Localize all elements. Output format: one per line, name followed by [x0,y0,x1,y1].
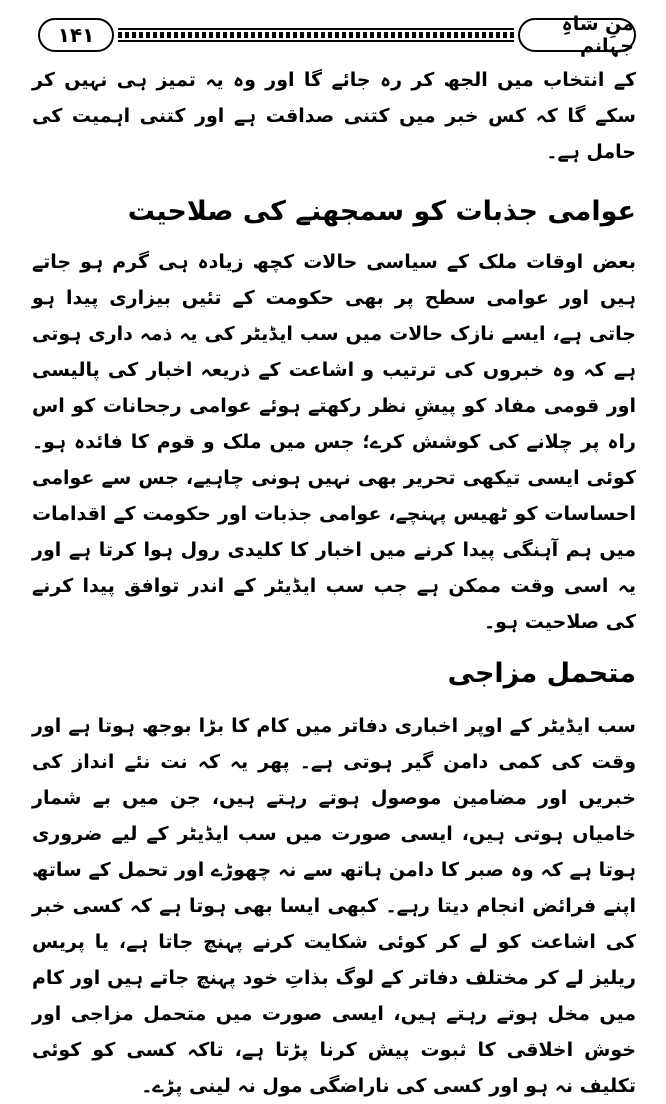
rule-line-top [118,28,514,30]
paragraph-patience: سب ایڈیٹر کے اوپر اخباری دفاتر میں کام کا بڑا بوجھ ہوتا ہے اور وقت کی کمی دامن گیر ہوتی ہے۔ پھر یہ کہ نت نئے انداز کی خبریں اور مضامین موصول ہوتے رہتے ہیں، جن میں بے شمار خامیاں ہوتی ہیں، ایسی صورت میں سب ایڈیٹر کے لیے ضروری ہوتا ہے کہ وہ صبر کا دامن ہاتھ سے نہ چھوڑے اور تحمل کے ساتھ اپنے فرائض انجام دیتا رہے۔ کبھی ایسا بھی ہوتا ہے کہ کسی خبر کی اشاعت کو لے کر کوئی شکایت کرنے پہنچ جاتا ہے، یا پریس ریلیز لے کر مختلف دفاتر کے لوگ بذاتِ خود پہنچ جاتے ہیں اور کام میں مخل ہوتے رہتے ہیں، ایسی صورت میں متحمل مزاجی اور خوش اخلاقی کا ثبوت پیش کرنا پڑتا ہے، تاکہ کسی کو کوئی تکلیف نہ ہو اور کسی کی ناراضگی مول نہ لینی پڑے۔ [32,715,636,1097]
header-ornament-rule [118,28,514,42]
rule-dots [118,32,514,38]
page-number: ۱۴۱ [38,18,114,52]
page-header [30,14,636,58]
page-content [32,62,636,1104]
paragraph-continuation: کے انتخاب میں الجھ کر رہ جائے گا اور وہ یہ تمیز ہی نہیں کر سکے گا کہ کس خبر میں کتنی صداقت ہے اور کتنی اہمیت کی حامل ہے۔ [32,69,636,163]
section-heading-patience: متحمل مزاجی [447,658,636,689]
running-title: منِ شاہِ جہانم [518,18,636,52]
paragraph-public-sentiment: بعض اوقات ملک کے سیاسی حالات کچھ زیادہ ہی گرم ہو جاتے ہیں اور عوامی سطح پر بھی حکومت کے تئیں بیزاری پیدا ہو جاتی ہے، ایسے نازک حالات میں سب ایڈیٹر کی یہ ذمہ داری ہوتی ہے کہ وہ خبروں کی ترتیب و اشاعت کے ذریعہ اخبار کی پالیسی اور قومی مفاد کو پیشِ نظر رکھتے ہوئے عوامی رجحانات کو اس راہ پر چلانے کی کوشش کرے؛ جس میں ملک و قوم کا فائدہ ہو۔ کوئی ایسی تیکھی تحریر بھی نہیں ہونی چاہیے، جس سے عوامی احساسات کو ٹھیس پہنچے، عوامی جذبات اور حکومت کے اقدامات میں ہم آہنگی پیدا کرنے میں اخبار کا کلیدی رول ہوا کرتا ہے اور یہ اسی وقت ممکن ہے جب سب ایڈیٹر کے اندر توافق پیدا کرنے کی صلاحیت ہو۔ [32,251,636,633]
rule-line-bottom [118,40,514,42]
section-heading-public-sentiment: عوامی جذبات کو سمجھنے کی صلاحیت [127,196,636,227]
